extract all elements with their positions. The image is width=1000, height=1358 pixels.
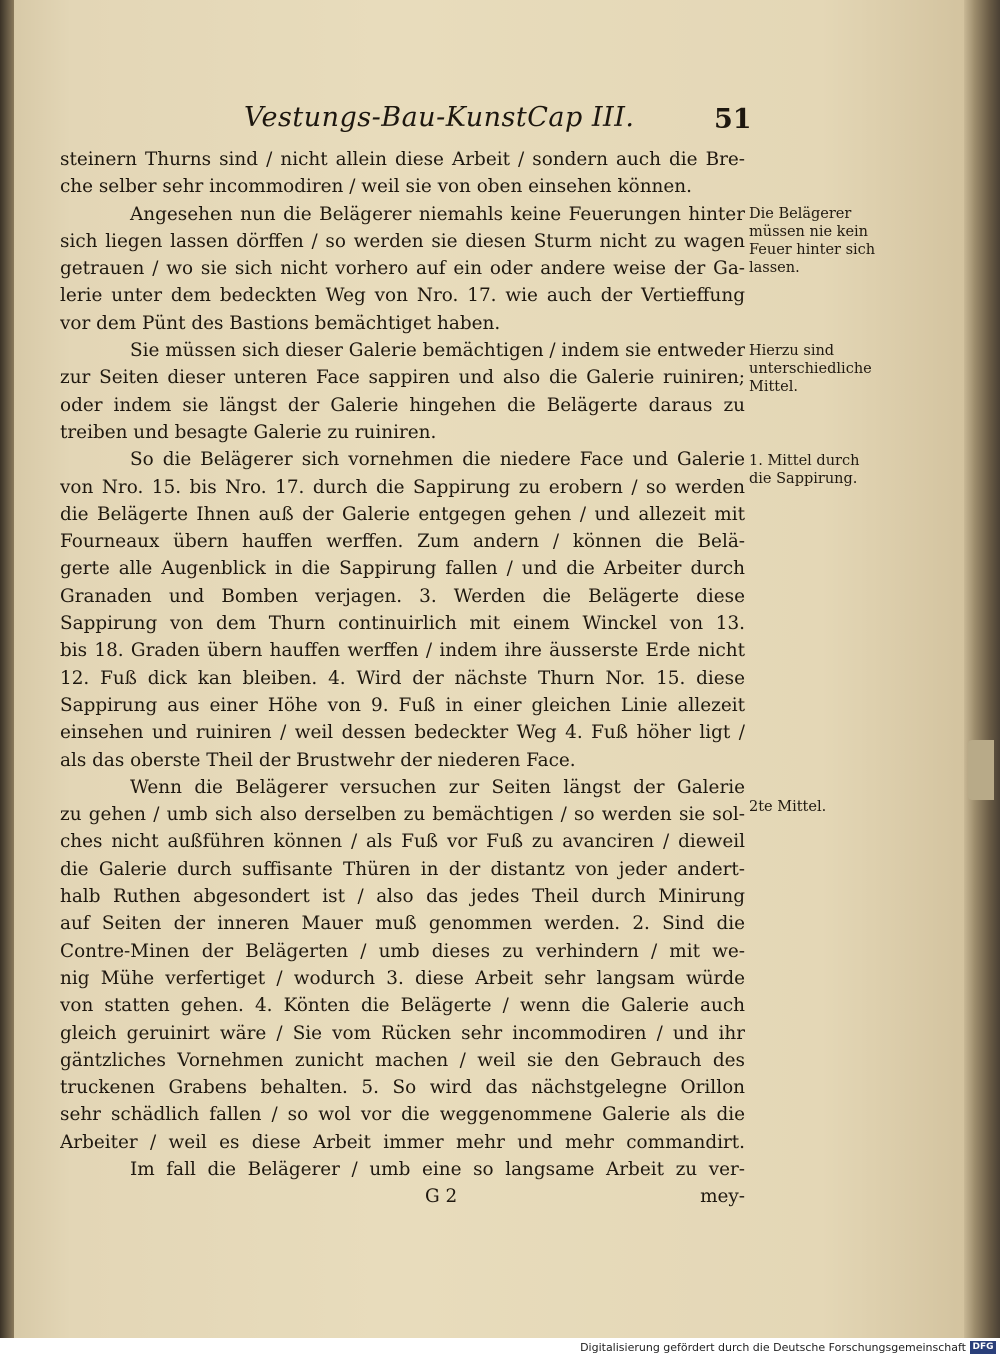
text-line: einsehen und ruiniren / weil dessen bedeckter Weg 4. Fuß höher ligt / xyxy=(60,722,745,744)
text-line: Sie müssen sich dieser Galerie bemächtigen / indem sie entweder xyxy=(130,340,745,362)
text-line: lerie unter dem bedeckten Weg von Nro. 17. wie auch der Vertieffung xyxy=(60,285,745,307)
signature-mark: G 2 xyxy=(425,1186,458,1208)
body-text xyxy=(60,146,745,1211)
page-number: 51 xyxy=(714,104,752,135)
text-line: sich liegen lassen dörffen / so werden sie diesen Sturm nicht zu wagen xyxy=(60,230,745,252)
text-line: die Galerie durch suffisante Thüren in der distantz von jeder andert- xyxy=(60,858,745,880)
margin-note: Die Belägerer müssen nie kein Feuer hinter sich lassen. xyxy=(749,206,876,276)
text-line: oder indem sie längst der Galerie hingehen die Belägerte daraus zu xyxy=(60,394,745,416)
footer-credit: Digitalisierung gefördert durch die Deutsche Forschungsgemeinschaft xyxy=(580,1341,966,1354)
text-line: Fourneaux übern hauffen werffen. Zum andern / können die Belä- xyxy=(60,531,745,553)
text-line: von statten gehen. 4. Könten die Belägerte / wenn die Galerie auch xyxy=(60,995,745,1017)
text-line: steinern Thurns sind / nicht allein diese Arbeit / sondern auch die Bre- xyxy=(60,149,745,170)
signature-line xyxy=(60,1183,745,1210)
margin-note: 2te Mittel. xyxy=(749,799,827,815)
text-line: auf Seiten der inneren Mauer muß genommen werden. 2. Sind die xyxy=(60,913,745,935)
footer xyxy=(0,1338,1000,1358)
text-line: sehr schädlich fallen / so wol vor die weggenommene Galerie als die xyxy=(60,1104,745,1126)
text-line: truckenen Grabens behalten. 5. So wird das nächstgelegne Orillon xyxy=(60,1077,745,1099)
page-tab xyxy=(968,740,994,800)
text-line: bis 18. Graden übern hauffen werffen / indem ihre äusserste Erde nicht xyxy=(60,640,745,662)
text-line: Sappirung aus einer Höhe von 9. Fuß in einer gleichen Linie allezeit xyxy=(60,694,745,716)
text-line: Wenn die Belägerer versuchen zur Seiten längst der Galerie xyxy=(130,776,745,798)
text-line: zu gehen / umb sich also derselben zu bemächtigen / so werden sie sol- xyxy=(60,804,745,826)
text-line: gerte alle Augenblick in die Sappirung fallen / und die Arbeiter durch xyxy=(60,558,745,580)
text-line: treiben und besagte Galerie zu ruiniren. xyxy=(60,421,437,443)
text-line: Im fall die Belägerer / umb eine so langsame Arbeit zu ver- xyxy=(130,1158,745,1180)
catchword: mey- xyxy=(700,1186,745,1208)
book-edge-right xyxy=(964,0,1000,1338)
text-line: che selber sehr incommodiren / weil sie von oben einsehen können. xyxy=(60,176,692,198)
text-line: als das oberste Theil der Brustwehr der niederen Face. xyxy=(60,749,576,771)
text-line: vor dem Pünt des Bastions bemächtiget haben. xyxy=(60,312,501,334)
dfg-logo: DFG xyxy=(970,1341,996,1354)
text-line: ches nicht außführen können / als Fuß vor Fuß zu avanciren / dieweil xyxy=(60,831,745,853)
page-header xyxy=(14,102,964,142)
text-line: gleich geruinirt wäre / Sie vom Rücken sehr incommodiren / und ihr xyxy=(60,1022,745,1044)
text-line: Angesehen nun die Belägerer niemahls keine Feuerungen hinter xyxy=(130,203,745,225)
text-line: Granaden und Bomben verjagen. 3. Werden die Belägerte diese xyxy=(60,585,745,607)
text-line: So die Belägerer sich vornehmen die niedere Face und Galerie xyxy=(130,449,745,471)
margin-note: 1. Mittel durch die Sappirung. xyxy=(749,453,860,487)
text-line: nig Mühe verfertiget / wodurch 3. diese Arbeit sehr langsam würde xyxy=(60,967,745,989)
text-line: getrauen / wo sie sich nicht vorhero auf ein oder andere weise der Ga- xyxy=(60,258,745,280)
text-line: von Nro. 15. bis Nro. 17. durch die Sappirung zu erobern / so werden xyxy=(60,476,745,498)
text-line: Arbeiter / weil es diese Arbeit immer mehr und mehr commandirt. xyxy=(60,1131,745,1153)
text-line: zur Seiten dieser unteren Face sappiren und also die Galerie ruiniren; xyxy=(60,367,745,389)
margin-note: Hierzu sind unterschiedliche Mittel. xyxy=(749,343,872,395)
text-line: Contre-Minen der Belägerten / umb dieses zu verhindern / mit we- xyxy=(60,940,745,962)
text-line: halb Ruthen abgesondert ist / also das jedes Theil durch Minirung xyxy=(60,886,745,908)
text-line: die Belägerte Ihnen auß der Galerie entgegen gehen / und allezeit mit xyxy=(60,503,745,525)
text-line: gäntzliches Vornehmen zunicht machen / weil sie den Gebrauch des xyxy=(60,1049,745,1071)
text-line: Sappirung von dem Thurn continuirlich mit einem Winckel von 13. xyxy=(60,613,745,635)
text-line: 12. Fuß dick kan bleiben. 4. Wird der nächste Thurn Nor. 15. diese xyxy=(60,667,745,689)
book-edge-left xyxy=(0,0,14,1338)
book-page xyxy=(14,0,964,1338)
running-title: Vestungs-Bau-KunstCap III. xyxy=(244,102,635,133)
